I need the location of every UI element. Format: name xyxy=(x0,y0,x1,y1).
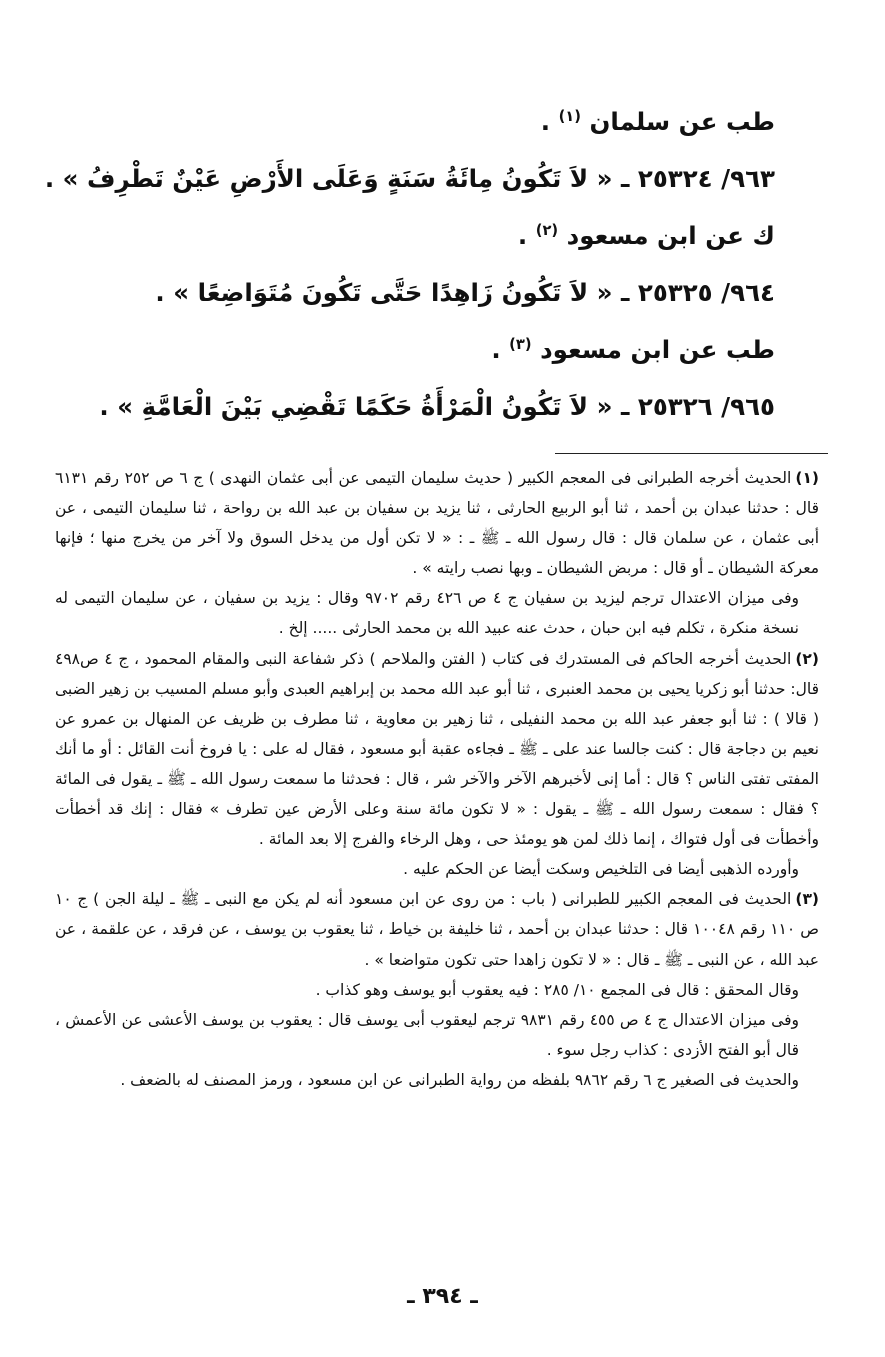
hadith-line: ٩٦٤/ ٢٥٣٢٥ ـ « لاَ تَكُونُ زَاهِدًا حَتَّى تَكُونَ مُتَوَاضِعًا » . xyxy=(155,278,775,307)
footnote-1 xyxy=(55,463,819,583)
footnotes xyxy=(55,463,819,1095)
footnote-paragraph: وقال المحقق : قال فى المجمع ١٠/ ٢٨٥ : فيه يعقوب أبو يوسف وهو كذاب . xyxy=(315,980,799,999)
footnote-paragraph: والحديث فى الصغير ج ٦ رقم ٩٨٦٢ بلفظه من رواية الطبرانى عن ابن مسعود ، ورمز المصنف له بالضعف . xyxy=(120,1070,799,1089)
source-text: طب عن سلمان xyxy=(589,107,775,136)
footnote-number: (٣) xyxy=(795,890,819,909)
footnote-text: الحديث أخرجه الطبرانى فى المعجم الكبير ( حديث سليمان التيمى عن أبى عثمان النهدى ) ج ٦ ص ٢٥٢ رقم ٦١٣١ قال : حدثنا عبدان بن أحمد ، ثنا أبو الربيع الحارثى ، ثنا يزيد بن سفيان بن عبد الله بن رواحة ، ثنا سليمان التيمى ، عن أبى عثمان ، عن سلمان قال : قال رسول الله ـ ﷺ ـ : « لا تكن أول من يدخل السوق ولا آخر من يخرج منها ؛ فإنها معركة الشيطان ـ أو قال : مربض الشيطان ـ وبها نصب رايته » . xyxy=(55,469,819,578)
footnote-number: (٢) xyxy=(795,649,819,668)
source-text: ك عن ابن مسعود xyxy=(566,221,775,250)
source-line: طب عن سلمان $^{(١)}$ . xyxy=(540,107,775,136)
footnote-ref: (٣) xyxy=(509,335,532,353)
footnote-separator xyxy=(555,453,828,454)
source-text: طب عن ابن مسعود xyxy=(540,335,775,364)
footnote-ref: (٢) xyxy=(535,221,559,239)
footnote-paragraph: وفى ميزان الاعتدال ترجم ليزيد بن سفيان ج ٤ ص ٤٢٦ رقم ٩٧٠٢ وقال : يزيد بن سفيان ، عن سليمان التيمى له نسخة منكرة ، تكلم فيه ابن حبان ، حدث عنه عبيد الله بن محمد الحارثى ..... إلخ . xyxy=(55,589,800,638)
footnote-number: (١) xyxy=(795,469,819,487)
footnote-text: الحديث أخرجه الحاكم فى المستدرك فى كتاب ( الفتن والملاحم ) ذكر شفاعة النبى والمقام المحمود ، ج ٤ ص٤٩٨ قال: حدثنا أبو زكريا يحيى بن محمد العنبرى ، ثنا أبو عبد الله محمد بن إبراهيم العبدى وأبو مسلم المسيب بن زهير الضبى ( قالا ) : ثنا أبو جعفر عبد الله بن محمد النفيلى ، ثنا زهير بن معاوية ، ثنا مطرف بن ظريف عن المنهال بن عمرو عن نعيم بن دجاجة قال : كنت جالسا عند على ـ ﷺ ـ فجاءه عقبة أبو مسعود ، فقال له على : يا فروخ أنت القائل : أو ما أنك المفتى تفتى الناس ؟ قال : أما إنى لأخبرهم الآخر والآخر شر ، قال : فحدثنا ما سمعت رسول الله ـ ﷺ ـ يقول فى المائة ؟ فقال : سمعت رسول الله ـ ﷺ ـ يقول : « لا تكون مائة سنة وعلى الأرض عين تطرف » فقال : إنك قد أخطأت وأخطأت فى أول فتواك ، إنما ذلك لمن هو يومئذ حى ، وهل الرخاء والفرج إلا بعد المائة . xyxy=(55,649,819,849)
footnote-ref: (١) xyxy=(558,107,581,125)
footnote-paragraph: وفى ميزان الاعتدال ج ٤ ص ٤٥٥ رقم ٩٨٣١ ترجم ليعقوب أبى يوسف قال : يعقوب بن يوسف الأعشى عن الأعمش ، قال أبو الفتح الأزدى : كذاب رجل سوء . xyxy=(55,1010,799,1059)
footnote-2 xyxy=(55,644,819,855)
source-line: ك عن ابن مسعود $^{(٢)}$ . xyxy=(517,221,775,250)
footnote-3 xyxy=(55,884,819,974)
source-line: طب عن ابن مسعود $^{(٣)}$ . xyxy=(491,335,775,364)
hadith-line: ٩٦٥/ ٢٥٣٢٦ ـ « لاَ تَكُونُ الْمَرْأَةُ حَكَمًا تَقْضِي بَيْنَ الْعَامَّةِ » . xyxy=(99,392,775,421)
page-number: ـ ٣٩٤ ـ xyxy=(407,1284,478,1309)
hadith-entries xyxy=(44,93,775,435)
hadith-line: ٩٦٣/ ٢٥٣٢٤ ـ « لاَ تَكُونُ مِائَةُ سَنَةٍ وَعَلَى الأَرْضِ عَيْنٌ تَطْرِفُ » . xyxy=(44,164,775,193)
footnote-text: الحديث فى المعجم الكبير للطبرانى ( باب : من روى عن ابن مسعود أنه لم يكن مع النبى ـ ﷺ ـ ليلة الجن ) ج ١٠ ص ١١٠ رقم ١٠٠٤٨ قال : حدثنا عبدان بن أحمد ، ثنا خليفة بن خياط ، ثنا يعقوب بن يوسف ، عن فرقد ، عن علقمة ، عن عبد الله ، عن النبى ـ ﷺ ـ قال : « لا تكون زاهدا حتى تكون متواضعا » . xyxy=(55,890,819,969)
footnote-paragraph: وأورده الذهبى أيضا فى التلخيص وسكت أيضا عن الحكم عليه . xyxy=(403,860,799,879)
